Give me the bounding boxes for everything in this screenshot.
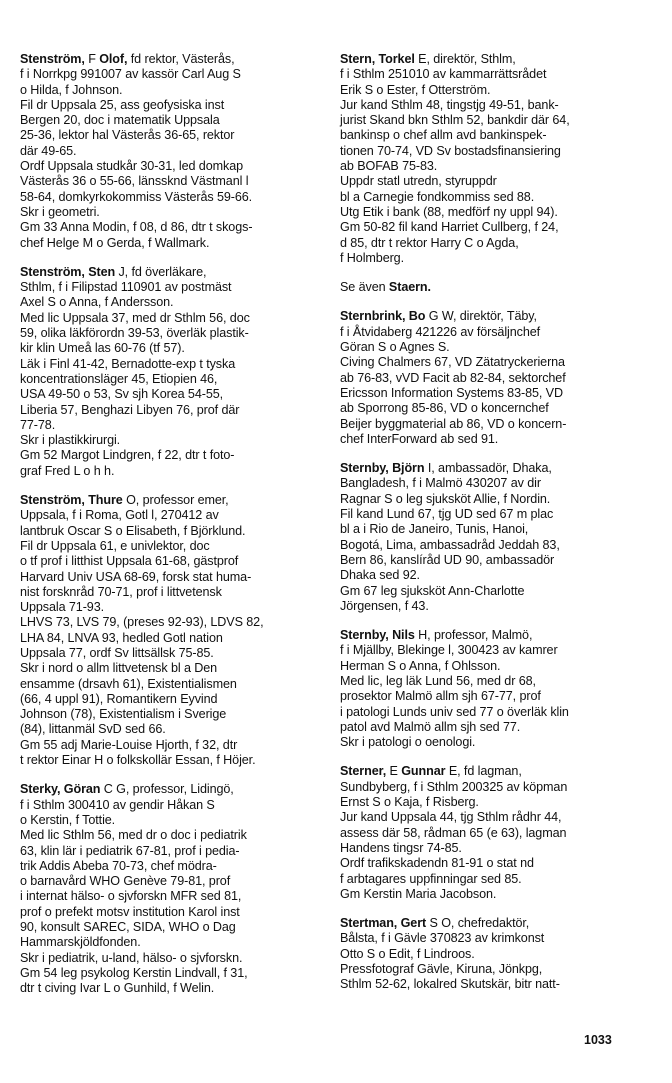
entry-text-line: o tf prof i litthist Uppsala 61-68, gästprof [20,554,239,569]
entry-text-line: Uppsala, f i Roma, Gotl l, 270412 av [20,508,219,523]
biography-entry [340,916,640,992]
entry-text-line: f i Mjällby, Blekinge l, 300423 av kamrer [340,643,558,658]
entry-surname: Sternby, [340,628,389,643]
biography-entry [340,628,640,750]
entry-text-line: Civing Chalmers 67, VD Zätatryckerierna [340,355,565,370]
entry-text-line: prosektor Malmö allm sjh 67-77, prof [340,689,541,704]
entry-text-line: chef Helge M o Gerda, f Wallmark. [20,235,210,250]
entry-text-line: o Hilda, f Johnson. [20,82,123,97]
entry-text-line: t rektor Einar H o folkskollär Essan, f Höjer. [20,753,256,768]
entry-title: I, ambassadör, Dhaka, [427,461,552,476]
entry-given-name: Torkel [378,52,415,66]
entry-text-line: Gm Kerstin Maria Jacobson. [340,886,497,901]
entry-surname: Sternbrink, [340,309,406,324]
entry-text-line: Med lic Sthlm 56, med dr o doc i pediatrik [20,828,247,843]
entry-text-line: assess där 58, rådman 65 (e 63), lagman [340,825,567,840]
entry-text-line: Herman S o Anna, f Ohlsson. [340,658,501,673]
entry-text-line: bl a Carnegie fondkommiss sed 88. [340,189,535,204]
entry-text-line: tionen 70-74, VD Sv bostadsfinansiering [340,143,561,158]
entry-text-line: nist forsknråd 70-71, prof i littvetensk [20,584,222,599]
entry-text-line: f i Sthlm 251010 av kammarrättsrådet [340,67,547,82]
entry-text-line: f i Sthlm 300410 av gendir Håkan S [20,797,215,812]
entry-title: S O, chefredaktör, [429,916,530,931]
entry-text-line: lantbruk Oscar S o Elisabeth, f Björklund. [20,523,246,538]
entry-heading [340,309,640,324]
entry-text-line: Uppsala 71-93. [20,600,105,615]
entry-text-line: ensamme (drsavh 61), Existentialismen [20,676,237,691]
entry-text-line: Gm 50-82 fil kand Harriet Cullberg, f 24, [340,220,559,235]
biography-entry [20,265,320,479]
entry-text-line: trik Addis Abeba 70-73, chef mödra- [20,858,217,873]
entry-surname: Sterner, [340,764,387,779]
entry-text-line: 90, konsult SAREC, SIDA, WHO o Dag [20,920,236,935]
see-also-reference: Staern. [388,280,431,295]
entry-text-line: bl a i Rio de Janeiro, Tunis, Hanoi, [340,522,529,537]
entry-text-line: o Kerstin, f Tottie. [20,812,116,827]
entry-title: J, fd överläkare, [118,264,207,279]
entry-heading [20,52,320,67]
entry-first-initial: F [88,52,96,66]
entry-text-line: patol avd Malmö allm sjh sed 77. [340,719,521,734]
entry-text-line: Pressfotograf Gävle, Kiruna, Jönkpg, [340,962,543,977]
entry-text-line: 59, olika läkförordn 39-53, överläk plastik- [20,326,249,341]
biography-entry [20,782,320,996]
entry-text-line: Skr i patologi o oenologi. [340,735,476,750]
entry-text-line: ab Sporrong 85-86, VD o koncernchef [340,401,549,416]
entry-text-line: Skr i nord o allm littvetensk bl a Den [20,661,218,676]
entry-surname: Sternby, [340,461,389,476]
biography-entry [340,309,640,447]
biography-entry [340,280,640,295]
entry-text-line: f arbtagares uppfinningar sed 85. [340,871,522,886]
entry-surname: Stertman, [340,916,398,931]
entry-text-line: 77-78. [20,417,56,432]
entry-text-line: Ericsson Information Systems 83-85, VD [340,385,563,400]
entry-given-name: Björn [392,461,425,476]
entry-text-line: dtr t civing Ivar L o Gunhild, f Welin. [20,981,215,996]
entry-text-line: Gm 54 leg psykolog Kerstin Lindvall, f 31, [20,965,248,980]
entry-given-name: Thure [88,493,123,508]
entry-given-name: Göran [63,782,101,797]
entry-text-line: Bålsta, f i Gävle 370823 av krimkonst [340,931,545,946]
entry-text-line: f i Åtvidaberg 421226 av försäljnchef [340,324,541,339]
entry-text-line: Handens tingsr 74-85. [340,840,462,855]
entry-text-line: Otto S o Edit, f Lindroos. [340,946,475,961]
entry-heading [340,52,640,67]
entry-text-line: Utg Etik i bank (88, medförf ny uppl 94). [340,204,558,219]
entry-title: E, direktör, Sthlm, [418,52,516,66]
entry-title: O, professor emer, [126,493,229,508]
entry-text-line: i internat hälso- o sjvforskn MFR sed 81, [20,889,242,904]
entry-heading [340,280,640,295]
page-number: 1033 [584,1033,612,1047]
entry-text-line: f i Norrkpg 991007 av kassör Carl Aug S [20,67,241,82]
see-also-label: Se även [340,280,386,295]
entry-text-line: Bangladesh, f i Malmö 430207 av dir [340,476,541,491]
entry-text-line: (84), littanmäl SvD sed 66. [20,722,166,737]
entry-given-name: Bo [408,309,426,324]
entry-text-line: prof o prefekt motsv institution Karol inst [20,904,240,919]
entry-surname: Sterky, [20,782,61,797]
entry-surname: Stenström, [20,264,85,279]
entry-text-line: USA 49-50 o 53, Sv sjh Korea 54-55, [20,387,224,402]
entry-text-line: chef InterForward ab sed 91. [340,431,499,446]
biography-entry [340,764,640,902]
entry-text-line: Fil dr Uppsala 61, e univlektor, doc [20,538,210,553]
entry-title: E, fd lagman, [448,764,522,779]
entry-text-line: Sthlm, f i Filipstad 110901 av postmäst [20,280,232,295]
entry-text-line: Johnson (78), Existentialism i Sverige [20,707,227,722]
entry-text-line: Gm 33 Anna Modin, f 08, d 86, dtr t skogs- [20,220,253,235]
entry-text-line: f Holmberg. [340,250,404,265]
entry-heading [20,265,320,280]
entry-text-line: Dhaka sed 92. [340,568,420,583]
left-column [20,52,320,1011]
entry-text-line: ab 76-83, vVD Facit ab 82-84, sektorchef [340,370,566,385]
entry-text-line: där 49-65. [20,143,77,158]
entry-text-line: Jörgensen, f 43. [340,598,429,613]
entry-text-line: Ordf Uppsala studkår 30-31, led domkap [20,159,244,174]
entry-text-line: Gm 67 leg sjuksköt Ann-Charlotte [340,583,525,598]
entry-surname: Stenström, [20,493,85,508]
entry-heading [340,628,640,643]
entry-text-line: Uppsala 77, ordf Sv littsällsk 75-85. [20,645,214,660]
entry-text-line: Liberia 57, Benghazi Libyen 76, prof där [20,402,240,417]
entry-text-line: o barnavård WHO Genève 79-81, prof [20,874,231,889]
entry-text-line: d 85, dtr t rektor Harry C o Agda, [340,235,519,250]
entry-heading [340,764,640,779]
biography-entry [340,52,640,266]
entry-text-line: Bergen 20, doc i matematik Uppsala [20,113,220,128]
entry-text-line: Skr i plastikkirurgi. [20,433,121,448]
entry-text-line: kir klin Umeå las 60-76 (tf 57). [20,341,185,356]
entry-text-line: 58-64, domkyrkokommiss Västerås 59-66. [20,189,253,204]
entry-given-name: Sten [88,264,116,279]
entry-text-line: jurist Skand bkn Sthlm 52, bankdir där 64, [340,113,570,128]
entry-text-line: Göran S o Agnes S. [340,340,450,355]
entry-text-line: Bogotá, Lima, ambassadråd Jeddah 83, [340,537,560,552]
entry-text-line: Hammarskjöldfonden. [20,935,141,950]
entry-title: C G, professor, Lidingö, [103,782,234,797]
entry-heading [340,461,640,476]
entry-text-line: (66, 4 uppl 91), Romantikern Eyvind [20,691,218,706]
entry-text-line: Beijer byggmaterial ab 86, VD o koncern- [340,416,567,431]
biography-entry [340,461,640,614]
entry-text-line: i patologi Lunds univ sed 77 o överläk klin [340,704,569,719]
entry-first-initial: E [389,764,398,779]
entry-given-name: Gunnar [401,764,446,779]
entry-heading [20,493,320,508]
entry-title: fd rektor, Västerås, [130,52,235,66]
right-column [340,52,640,1007]
entry-given-name: Olof, [99,52,128,66]
entry-text-line: koncentrationsläger 45, Etiopien 46, [20,371,218,386]
entry-text-line: Sundbyberg, f i Sthlm 200325 av köpman [340,779,568,794]
entry-heading [20,782,320,797]
entry-text-line: 25-36, lektor hal Västerås 36-65, rektor [20,128,235,143]
entry-heading [340,916,640,931]
entry-text-line: Erik S o Ester, f Otterström. [340,82,491,97]
entry-surname: Stenström, [20,52,85,66]
entry-text-line: Med lic, leg läk Lund 56, med dr 68, [340,673,536,688]
biography-entry [20,52,320,251]
entry-text-line: Skr i pediatrik, u-land, hälso- o sjvforskn. [20,950,243,965]
biography-entry [20,493,320,768]
entry-text-line: Gm 55 adj Marie-Louise Hjorth, f 32, dtr [20,737,238,752]
entry-text-line: Skr i geometri. [20,204,100,219]
entry-text-line: 63, klin lär i pediatrik 67-81, prof i pedia- [20,843,240,858]
entry-text-line: Ragnar S o leg sjuksköt Allie, f Nordin. [340,491,551,506]
entry-text-line: graf Fred L o h h. [20,463,115,478]
entry-text-line: Ordf trafikskadendn 81-91 o stat nd [340,856,534,871]
entry-text-line: Ernst S o Kaja, f Risberg. [340,795,479,810]
entry-text-line: Harvard Univ USA 68-69, forsk stat huma- [20,569,252,584]
entry-text-line: Axel S o Anna, f Andersson. [20,295,174,310]
entry-text-line: LHVS 73, LVS 79, (preses 92-93), LDVS 82, [20,615,264,630]
entry-title: H, professor, Malmö, [418,628,533,643]
entry-text-line: Gm 52 Margot Lindgren, f 22, dtr t foto- [20,448,235,463]
entry-text-line: Jur kand Uppsala 44, tjg Sthlm rådhr 44, [340,810,562,825]
entry-text-line: Med lic Uppsala 37, med dr Sthlm 56, doc [20,310,250,325]
entry-text-line: Jur kand Sthlm 48, tingstjg 49-51, bank- [340,97,559,112]
entry-text-line: Västerås 36 o 55-66, länssknd Västmanl l [20,174,249,189]
entry-text-line: ab BOFAB 75-83. [340,159,438,174]
entry-text-line: Läk i Finl 41-42, Bernadotte-exp t tyska [20,356,236,371]
entry-text-line: bankinsp o chef allm avd bankinspek- [340,128,547,143]
entry-text-line: LHA 84, LNVA 93, hedled Gotl nation [20,630,223,645]
entry-title: G W, direktör, Täby, [428,309,537,324]
entry-surname: Stern, [340,52,376,66]
entry-text-line: Fil kand Lund 67, tjg UD sed 67 m plac [340,507,554,522]
entry-given-name: Gert [400,916,427,931]
entry-text-line: Bern 86, kanslíråd UD 90, ambassadör [340,552,555,567]
entry-given-name: Nils [392,628,415,643]
entry-text-line: Fil dr Uppsala 25, ass geofysiska inst [20,97,225,112]
entry-text-line: Uppdr statl utredn, styruppdr [340,174,497,189]
entry-text-line: Sthlm 52-62, lokalred Skutskär, bitr natt- [340,977,560,992]
